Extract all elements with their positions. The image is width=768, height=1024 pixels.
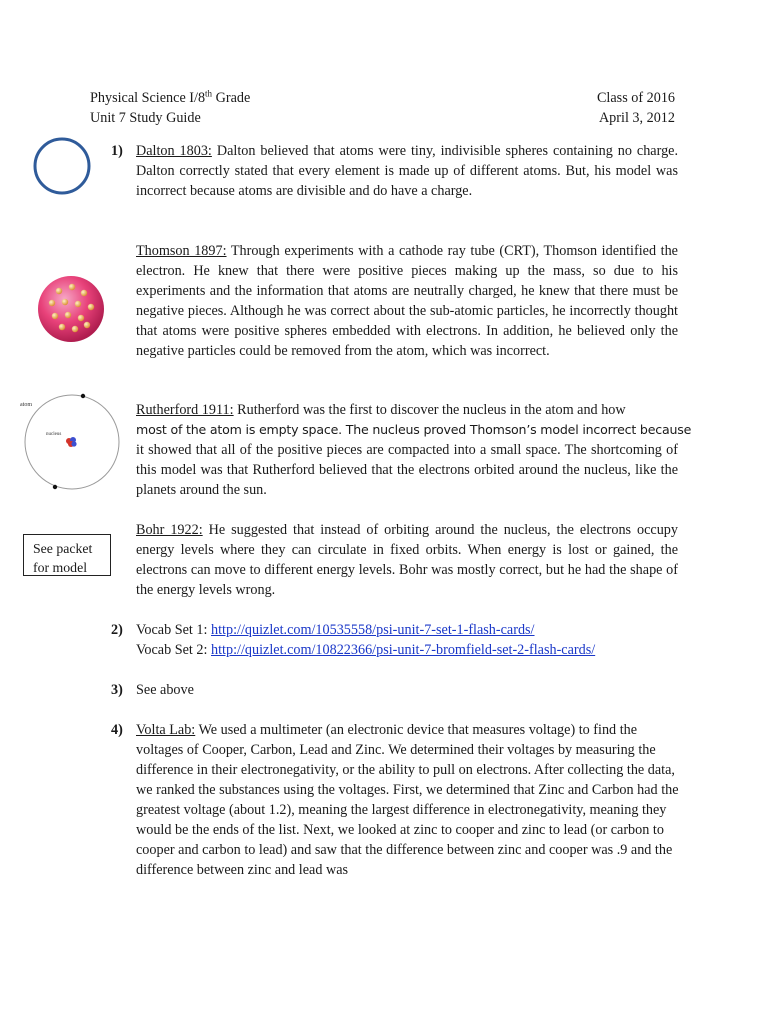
item-number-1: 1) (111, 143, 123, 159)
vocab-set-1-link[interactable]: http://quizlet.com/10535558/psi-unit-7-set-1-flash-cards/ (211, 622, 535, 638)
item-number-4: 4) (111, 722, 123, 738)
thomson-heading: Thomson 1897: (136, 243, 227, 259)
vocab-links (136, 620, 678, 660)
vocab-set-2-link[interactable]: http://quizlet.com/10822366/psi-unit-7-bromfield-set-2-flash-cards/ (211, 642, 596, 658)
dalton-model-image (32, 136, 92, 196)
rutherford-line-2: most of the atom is empty space. The nucleus proved Thomson’s model incorrect because (136, 422, 692, 437)
rutherford-line-1: Rutherford was the first to discover the nucleus in the atom and how (233, 402, 626, 418)
packet-line-1: See packet (33, 541, 93, 556)
item-number-3: 3) (111, 682, 123, 698)
item-number-2: 2) (111, 622, 123, 638)
vocab-set-1-label: Vocab Set 1: (136, 622, 212, 638)
course-title: Physical Science I/8th Grade (90, 88, 251, 106)
rutherford-rest: it showed that all of the positive pieces are compacted into a small space. The shortcoming of this model was that Rutherford believed that the electrons orbited around the nucleus, like the planets around the sun. (136, 442, 678, 498)
bohr-text: He suggested that instead of orbiting around the nucleus, the electrons occupy energy levels where they can circulate in fixed orbits. When energy is lost or gained, the electrons can move to different energy levels. Bohr was mostly correct, but he had the shape of the energy levels wrong. (136, 522, 678, 598)
rutherford-heading: Rutherford 1911: (136, 402, 234, 418)
dalton-paragraph (136, 141, 678, 201)
thomson-text: Through experiments with a cathode ray tube (CRT), Thomson identified the electron. He knew that there were positive pieces making up the mass, so due to his experiments and the information that atoms are neutrally charged, he knew that there must be negative pieces. Although he was correct about the sub-atomic particles, he incorrectly thought that atoms were positive spheres embedded with electrons. In addition, he believed only the negative particles could be removed from the atom, which was incorrect. (136, 243, 678, 359)
bohr-paragraph (136, 520, 678, 600)
see-above-text: See above (136, 682, 194, 698)
rutherford-paragraph (136, 400, 692, 500)
document-date: April 3, 2012 (598, 110, 675, 126)
dalton-text: Dalton believed that atoms were tiny, indivisible spheres containing no charge. Dalton correctly stated that every element is made up of different atoms. But, his model was incorrect because atoms are divisible and do have a charge. (136, 143, 679, 199)
header-left (90, 88, 250, 128)
volta-lab-paragraph (136, 720, 684, 880)
bohr-heading: Bohr 1922: (136, 522, 203, 538)
volta-lab-text: We used a multimeter (an electronic device that measures voltage) to find the voltages of Cooper, Carbon, Lead and Zinc. We determined their voltages by measuring the difference in their electronegativity, or the ability to pull on electrons. After collecting the data, we ranked the substances using the voltages. First, we determined that Zinc and Carbon had the greatest voltage (about 1.2), meaning the largest difference in electronegativity, meaning they would be the ends of the list. Next, we looked at zinc to cooper and zinc to lead (or carbon to cooper and carbon to lead) and saw that the difference between zinc and cooper was .9 and the difference between zinc and lead was (136, 722, 679, 878)
packet-line-2: for model (33, 560, 88, 575)
vocab-set-2-label: Vocab Set 2: (136, 642, 212, 658)
header-right (597, 88, 675, 128)
vocab-set-2 (136, 640, 678, 660)
class-of: Class of 2016 (596, 90, 675, 106)
vocab-set-1 (136, 620, 678, 640)
rutherford-model-image (18, 392, 124, 496)
atom-label: atom (20, 402, 32, 408)
dalton-heading: Dalton 1803: (136, 143, 212, 159)
see-packet-box (23, 534, 111, 576)
thomson-paragraph (136, 241, 678, 361)
nucleus-label: nucleus (46, 432, 62, 437)
thomson-model-image (35, 273, 107, 345)
volta-lab-heading: Volta Lab: (136, 722, 196, 738)
unit-title: Unit 7 Study Guide (90, 110, 201, 126)
